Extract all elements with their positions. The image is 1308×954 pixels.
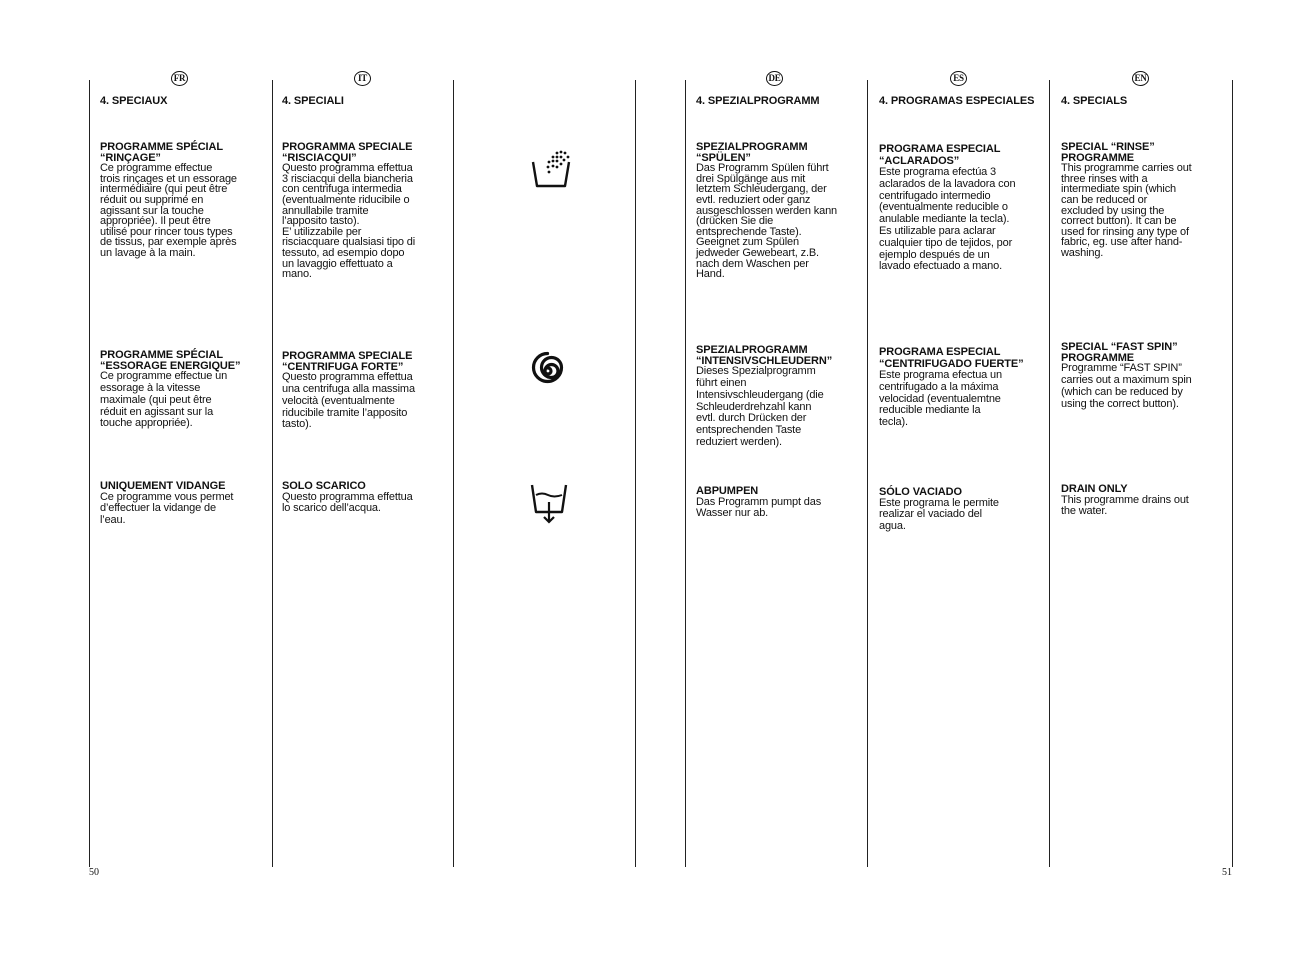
programme-description: Questo programma effettua una centrifuga alla massima velocità (eventualmente riducibile tramite l’apposito tasto). <box>282 371 415 431</box>
column-divider <box>1232 80 1233 867</box>
section-heading: 4. SPECIALI <box>282 95 344 107</box>
programme-title: SÓLO VACIADO <box>879 486 962 498</box>
programme-description: Ce programme effectue un essorage à la vitesse maximale (qui peut être réduit en agissant sur la touche appropriée). <box>100 370 228 430</box>
page-number-left: 50 <box>89 867 99 878</box>
section-heading: 4. SPEZIALPROGRAMM <box>696 95 820 107</box>
column-divider <box>453 80 454 867</box>
language-badge-it: IT <box>354 71 371 86</box>
section-heading: 4. PROGRAMAS ESPECIALES <box>879 95 1035 107</box>
column-divider <box>1049 80 1050 867</box>
spin-programme-text <box>879 346 1041 429</box>
programme-title: SOLO SCARICO <box>282 480 366 492</box>
language-badge-en: EN <box>1132 71 1149 86</box>
programme-description: Este programa le permite realizar el vaciado del agua. <box>879 496 999 533</box>
rinse-programme-text <box>879 143 1041 273</box>
column-divider <box>867 80 868 867</box>
rinse-programme-text <box>696 142 861 280</box>
programme-title: SPECIAL “RINSE” PROGRAMME <box>1061 141 1155 164</box>
page-number-right: 51 <box>1222 867 1232 878</box>
programme-title: PROGRAMME SPÉCIAL “RINÇAGE” <box>100 141 223 164</box>
drain-programme-text <box>100 481 262 527</box>
programme-description: Este programa efectua un centrifugado a la máxima velocidad (eventualemtne reducible mediante la tecla). <box>879 369 1002 429</box>
programme-description: Das Programm pumpt das Wasser nur ab. <box>696 495 822 520</box>
programme-title: PROGRAMA ESPECIAL “ACLARADOS” <box>879 143 1001 167</box>
rinse-programme-text <box>100 142 262 259</box>
rinse-icon <box>528 148 572 190</box>
drain-programme-text <box>1061 484 1223 518</box>
programme-title: SPEZIALPROGRAMM “SPÜLEN” <box>696 141 808 164</box>
column-divider <box>635 80 636 867</box>
programme-title: SPEZIALPROGRAMM “INTENSIVSCHLEUDERN” <box>696 344 833 367</box>
programme-title: SPECIAL “FAST SPIN” PROGRAMME <box>1061 341 1178 364</box>
drain-programme-text <box>696 486 858 520</box>
spin-programme-text <box>282 351 444 431</box>
spin-programme-text <box>1061 342 1223 410</box>
programme-description: Questo programma effettua lo scarico dell’acqua. <box>282 490 413 515</box>
programme-title: UNIQUEMENT VIDANGE <box>100 480 226 492</box>
rinse-programme-text <box>1061 142 1223 259</box>
programme-description: Este programa efectúa 3 aclarados de la lavadora con centrifugado intermedio (eventualmente reducible o anulable mediante la tecla). Es utilizable para aclarar cualquier tipo de tejidos, por ejemplo después de un lavado efectuado a mano. <box>879 166 1016 273</box>
drain-programme-text <box>879 487 1041 533</box>
section-heading: 4. SPECIAUX <box>100 95 168 107</box>
programme-title: PROGRAMMA SPECIALE “CENTRIFUGA FORTE” <box>282 350 413 373</box>
programme-description: Questo programma effettua 3 risciacqui della biancheria con centrifuga intermedia (eventualmente riducibile o annullabile tramite l’apposito tasto). E’ utilizzabile per risciacquare qualsiasi tipo di tessuto, ad esempio dopo un lavaggio effettuato a mano. <box>282 162 416 281</box>
section-heading: 4. SPECIALS <box>1061 95 1128 107</box>
programme-description: Ce programme effectue trois rinçages et un essorage intermédiaire (qui peut être réduit ou supprimé en agissant sur la touche appropriée). Il peut être utilisé pour rincer tous types de tissus, par exemple après un lavage à la main. <box>100 162 237 259</box>
programme-description: Dieses Spezialprogramm führt einen Intensivschleudergang (die Schleuderdrehzahl kann evtl. durch Drücken der entsprechenden Taste reduziert werden). <box>696 365 824 448</box>
drain-icon <box>528 482 570 526</box>
spin-programme-text <box>100 350 262 430</box>
programme-title: ABPUMPEN <box>696 485 759 497</box>
programme-title: PROGRAMMA SPECIALE “RISCIACQUI” <box>282 141 413 164</box>
language-badge-fr: FR <box>171 71 188 86</box>
programme-description: This programme drains out the water. <box>1061 493 1189 518</box>
drain-programme-text <box>282 481 444 515</box>
rinse-programme-text <box>282 142 444 280</box>
programme-description: Ce programme vous permet d’effectuer la vidange de l’eau. <box>100 490 234 527</box>
programme-description: Programme “FAST SPIN” carries out a maximum spin (which can be reduced by using the correct button). <box>1061 362 1192 410</box>
programme-description: Das Programm Spülen führt drei Spülgänge aus mit letztem Schleudergang, der evtl. reduziert oder ganz ausgeschlossen werden kann (drücken Sie die entsprechende Taste). Geeignet zum Spülen jedweder Gewebeart, z.B. nach dem Waschen per Hand. <box>696 162 838 281</box>
programme-description: This programme carries out three rinses with a intermediate spin (which can be reduced or excluded by using the correct button). It can be used for rinsing any type of fabric, eg. use after hand- washing. <box>1061 162 1192 259</box>
language-badge-de: DE <box>766 71 783 86</box>
language-badge-es: ES <box>950 71 967 86</box>
column-divider <box>685 80 686 867</box>
programme-title: PROGRAMA ESPECIAL “CENTRIFUGADO FUERTE” <box>879 346 1024 370</box>
programme-title: DRAIN ONLY <box>1061 483 1128 495</box>
spin-icon <box>527 350 569 392</box>
column-divider <box>272 80 273 867</box>
spin-programme-text <box>696 345 858 449</box>
programme-title: PROGRAMME SPÉCIAL “ESSORAGE ENERGIQUE” <box>100 349 241 372</box>
column-divider <box>89 80 90 867</box>
